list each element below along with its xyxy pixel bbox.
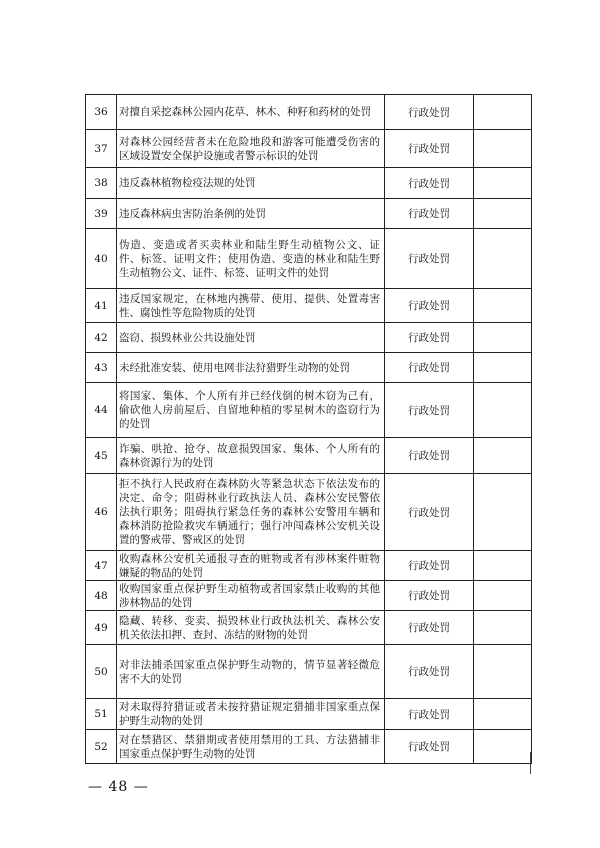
table-row xyxy=(86,551,532,581)
row-description: 违反森林植物检疫法规的处罚 xyxy=(117,168,385,199)
row-type: 行政处罚 xyxy=(385,130,474,168)
table-row xyxy=(86,95,532,130)
row-type: 行政处罚 xyxy=(385,611,474,645)
table-row xyxy=(86,438,532,474)
row-number: 36 xyxy=(86,95,117,130)
row-type: 行政处罚 xyxy=(385,95,474,130)
row-number: 46 xyxy=(86,474,117,551)
row-type: 行政处罚 xyxy=(385,323,474,353)
row-type: 行政处罚 xyxy=(385,353,474,383)
row-description: 收购森林公安机关通报寻查的赃物或者有涉林案件赃物嫌疑的物品的处罚 xyxy=(117,551,385,581)
table-row xyxy=(86,353,532,383)
row-note xyxy=(474,353,532,383)
row-note xyxy=(474,323,532,353)
row-description: 违反森林病虫害防治条例的处罚 xyxy=(117,199,385,229)
page-number: — 48 — xyxy=(88,779,149,795)
row-note xyxy=(474,383,532,438)
row-description: 将国家、集体、个人所有并已经伐倒的树木窃为己有，偷砍他人房前屋后、自留地种植的零星树木的盗窃行为的处罚 xyxy=(117,383,385,438)
penalty-items-table xyxy=(85,94,532,764)
table-row xyxy=(86,199,532,229)
row-number: 49 xyxy=(86,611,117,645)
row-type: 行政处罚 xyxy=(385,581,474,611)
row-number: 50 xyxy=(86,645,117,699)
row-type: 行政处罚 xyxy=(385,289,474,323)
row-note xyxy=(474,551,532,581)
row-note xyxy=(474,730,532,764)
row-number: 42 xyxy=(86,323,117,353)
row-note xyxy=(474,699,532,730)
margin-bar xyxy=(530,752,531,774)
row-description: 未经批准安装、使用电网非法狩猎野生动物的处罚 xyxy=(117,353,385,383)
row-description: 违反国家规定，在林地内携带、使用、提供、处置毒害性、腐蚀性等危险物质的处罚 xyxy=(117,289,385,323)
row-note xyxy=(474,289,532,323)
row-number: 38 xyxy=(86,168,117,199)
row-type: 行政处罚 xyxy=(385,645,474,699)
row-number: 44 xyxy=(86,383,117,438)
row-note xyxy=(474,611,532,645)
row-note xyxy=(474,581,532,611)
row-number: 37 xyxy=(86,130,117,168)
row-description: 隐藏、转移、变卖、损毁林业行政执法机关、森林公安机关依法扣押、查封、冻结的财物的处罚 xyxy=(117,611,385,645)
row-number: 51 xyxy=(86,699,117,730)
table-row xyxy=(86,130,532,168)
row-number: 43 xyxy=(86,353,117,383)
row-description: 诈骗、哄抢、抢夺、故意损毁国家、集体、个人所有的森林资源行为的处罚 xyxy=(117,438,385,474)
row-description: 对在禁猎区、禁猎期或者使用禁用的工具、方法猎捕非国家重点保护野生动物的处罚 xyxy=(117,730,385,764)
table-row xyxy=(86,289,532,323)
row-description: 盗窃、损毁林业公共设施处罚 xyxy=(117,323,385,353)
table-row xyxy=(86,168,532,199)
row-number: 40 xyxy=(86,229,117,289)
row-description: 对森林公园经营者未在危险地段和游客可能遭受伤害的区域设置安全保护设施或者警示标识的处罚 xyxy=(117,130,385,168)
table-row xyxy=(86,645,532,699)
row-note xyxy=(474,645,532,699)
row-type: 行政处罚 xyxy=(385,551,474,581)
row-note xyxy=(474,474,532,551)
row-note xyxy=(474,168,532,199)
table-row xyxy=(86,474,532,551)
row-number: 47 xyxy=(86,551,117,581)
row-note xyxy=(474,130,532,168)
row-type: 行政处罚 xyxy=(385,730,474,764)
row-type: 行政处罚 xyxy=(385,229,474,289)
table-row xyxy=(86,699,532,730)
row-type: 行政处罚 xyxy=(385,199,474,229)
row-note xyxy=(474,229,532,289)
row-number: 45 xyxy=(86,438,117,474)
row-description: 对擅自采挖森林公园内花草、林木、种籽和药材的处罚 xyxy=(117,95,385,130)
row-type: 行政处罚 xyxy=(385,168,474,199)
row-number: 48 xyxy=(86,581,117,611)
table-row xyxy=(86,611,532,645)
table-row xyxy=(86,323,532,353)
row-type: 行政处罚 xyxy=(385,699,474,730)
row-number: 41 xyxy=(86,289,117,323)
row-description: 伪造、变造或者买卖林业和陆生野生动植物公文、证件、标签、证明文件；使用伪造、变造的林业和陆生野生动植物公文、证件、标签、证明文件的处罚 xyxy=(117,229,385,289)
row-type: 行政处罚 xyxy=(385,438,474,474)
row-note xyxy=(474,438,532,474)
row-description: 对非法捕杀国家重点保护野生动物的，情节显著轻微危害不大的处罚 xyxy=(117,645,385,699)
row-number: 39 xyxy=(86,199,117,229)
table-row xyxy=(86,383,532,438)
row-note xyxy=(474,95,532,130)
row-number: 52 xyxy=(86,730,117,764)
table-row xyxy=(86,229,532,289)
table-row xyxy=(86,581,532,611)
row-note xyxy=(474,199,532,229)
row-description: 拒不执行人民政府在森林防火等紧急状态下依法发布的决定、命令；阻碍林业行政执法人员、森林公安民警依法执行职务；阻碍执行紧急任务的森林公安警用车辆和森林消防抢险救灾车辆通行；强行冲闯森林公安机关设置的警戒带、警戒区的处罚 xyxy=(117,474,385,551)
row-description: 收购国家重点保护野生动植物或者国家禁止收购的其他涉林物品的处罚 xyxy=(117,581,385,611)
row-type: 行政处罚 xyxy=(385,383,474,438)
row-type: 行政处罚 xyxy=(385,474,474,551)
row-description: 对未取得狩猎证或者未按狩猎证规定猎捕非国家重点保护野生动物的处罚 xyxy=(117,699,385,730)
table-row xyxy=(86,730,532,764)
